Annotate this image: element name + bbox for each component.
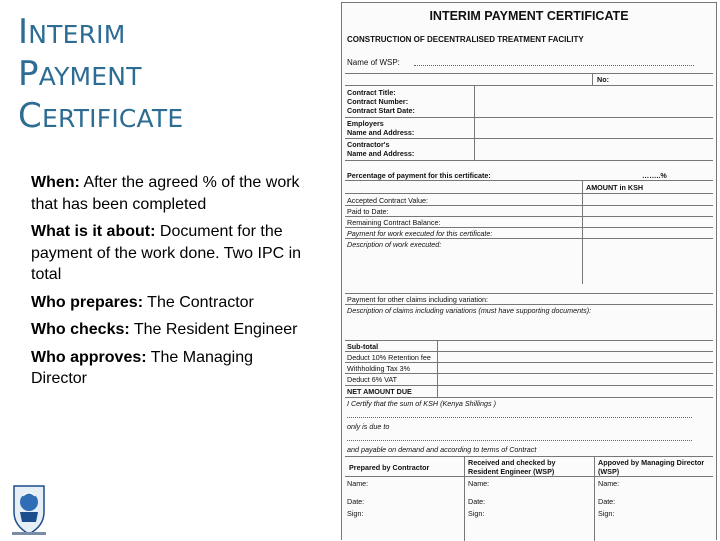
vat-label: Deduct 6% VAT bbox=[347, 375, 398, 384]
contract-title-label: Contract Title: bbox=[347, 88, 396, 97]
prepared-date-label: Date: bbox=[347, 497, 365, 506]
row-divider bbox=[345, 180, 713, 181]
net-amount-label: NET AMOUNT DUE bbox=[347, 387, 412, 396]
row-divider bbox=[345, 385, 713, 386]
percentage-label: Percentage of payment for this certificate: bbox=[347, 171, 491, 180]
row-divider bbox=[345, 340, 713, 341]
amount-header: AMOUNT in KSH bbox=[586, 183, 644, 192]
approved-sign-label: Sign: bbox=[598, 509, 615, 518]
approved-name-label: Name: bbox=[598, 479, 620, 488]
certificate-form bbox=[341, 2, 717, 540]
description-executed-label: Description of work executed: bbox=[347, 240, 442, 249]
remaining-balance-label: Remaining Contract Balance: bbox=[347, 218, 441, 227]
percentage-value: ……..% bbox=[642, 171, 667, 180]
bullet-prepares bbox=[31, 292, 306, 314]
row-divider bbox=[345, 362, 713, 363]
title-initial: I bbox=[18, 12, 29, 52]
row-divider bbox=[345, 304, 713, 305]
subtotal-label: Sub-total bbox=[347, 342, 379, 351]
bullet-when bbox=[31, 172, 306, 215]
row-divider bbox=[345, 293, 713, 294]
signature-column-divider bbox=[594, 456, 595, 541]
certificate-title: INTERIM PAYMENT CERTIFICATE bbox=[429, 9, 629, 23]
row-divider bbox=[345, 117, 713, 118]
certify-statement: I Certify that the sum of KSH (Kenya Shillings ) bbox=[347, 399, 497, 408]
resident-engineer-label: Resident Engineer (WSP) bbox=[468, 467, 555, 476]
bullet-list bbox=[31, 172, 306, 396]
contractor-address-label: Name and Address: bbox=[347, 149, 415, 158]
row-divider bbox=[345, 85, 713, 86]
row-divider bbox=[345, 456, 713, 457]
withholding-label: Withholding Tax 3% bbox=[347, 364, 410, 373]
row-divider bbox=[345, 216, 713, 217]
bullet-label: When: bbox=[31, 174, 80, 191]
contract-start-label: Contract Start Date: bbox=[347, 106, 415, 115]
title-word-rest: AYMENT bbox=[38, 62, 142, 91]
payment-executed-label: Payment for work executed for this certificate: bbox=[347, 229, 493, 238]
checked-name-label: Name: bbox=[468, 479, 490, 488]
retention-label: Deduct 10% Retention fee bbox=[347, 353, 431, 362]
certificate-subtitle: CONSTRUCTION OF DECENTRALISED TREATMENT FACILITY bbox=[347, 35, 584, 44]
amount-column-divider bbox=[582, 180, 583, 284]
column-divider bbox=[474, 85, 475, 160]
bullet-label: Who prepares: bbox=[31, 293, 144, 311]
approved-by-label: Appoved by Managing Director bbox=[598, 458, 705, 467]
contract-number-label: Contract Number: bbox=[347, 97, 409, 106]
prepared-by-label: Prepared by Contractor bbox=[349, 463, 430, 472]
payable-statement: and payable on demand and according to terms of Contract bbox=[347, 445, 537, 454]
checked-date-label: Date: bbox=[468, 497, 486, 506]
row-divider bbox=[345, 205, 713, 206]
row-divider bbox=[345, 351, 713, 352]
row-divider bbox=[345, 397, 713, 398]
payee-line bbox=[347, 440, 692, 441]
row-divider bbox=[345, 160, 713, 161]
prepared-name-label: Name: bbox=[347, 479, 369, 488]
row-divider bbox=[345, 476, 713, 477]
row-divider bbox=[345, 73, 713, 74]
employers-label: Employers bbox=[347, 119, 384, 128]
wsp-name-line bbox=[414, 65, 694, 66]
certificate-number-label: No: bbox=[597, 75, 609, 84]
bullet-label: Who approves: bbox=[31, 348, 147, 366]
approved-date-label: Date: bbox=[598, 497, 616, 506]
row-divider bbox=[345, 227, 713, 228]
bullet-label: Who checks: bbox=[31, 321, 130, 338]
row-divider bbox=[345, 193, 713, 194]
bullet-checks bbox=[31, 319, 306, 341]
column-divider bbox=[592, 73, 593, 85]
bullet-text: Document for the payment of the work done. Two IPC in total bbox=[31, 223, 302, 283]
other-claims-label: Payment for other claims including variation: bbox=[347, 295, 489, 304]
employer-address-label: Name and Address: bbox=[347, 128, 415, 137]
row-divider bbox=[345, 373, 713, 374]
bullet-approves bbox=[31, 347, 306, 390]
wsp-name-label: Name of WSP: bbox=[347, 58, 400, 67]
contractors-label: Contractor's bbox=[347, 140, 390, 149]
only-due-label: only is due to bbox=[347, 422, 390, 431]
signature-column-divider bbox=[464, 456, 465, 541]
title-word-rest: ERTIFICATE bbox=[41, 104, 184, 133]
received-checked-label: Received and checked by bbox=[468, 458, 556, 467]
bullet-label: What is it about: bbox=[31, 223, 156, 240]
accepted-value-label: Accepted Contract Value: bbox=[347, 196, 428, 205]
bullet-what bbox=[31, 221, 306, 286]
bullet-text: The Resident Engineer bbox=[129, 321, 298, 338]
prepared-sign-label: Sign: bbox=[347, 509, 364, 518]
bullet-text: After the agreed % of the work that has been completed bbox=[31, 174, 300, 213]
slide-title bbox=[18, 14, 183, 140]
organization-logo-icon bbox=[6, 482, 52, 538]
deduction-column-divider bbox=[437, 340, 438, 397]
amount-words-line bbox=[347, 417, 692, 418]
claims-description-label: Description of claims including variations (must have supporting documents): bbox=[347, 306, 592, 315]
title-initial: P bbox=[18, 54, 39, 94]
checked-sign-label: Sign: bbox=[468, 509, 485, 518]
approved-wsp-label: (WSP) bbox=[598, 467, 620, 476]
title-word-rest: NTERIM bbox=[28, 20, 126, 49]
row-divider bbox=[345, 138, 713, 139]
bullet-text: The Managing Director bbox=[31, 348, 254, 387]
row-divider bbox=[345, 238, 713, 239]
bullet-text: The Contractor bbox=[143, 293, 254, 311]
paid-to-date-label: Paid to Date: bbox=[347, 207, 389, 216]
title-initial: C bbox=[18, 96, 42, 136]
